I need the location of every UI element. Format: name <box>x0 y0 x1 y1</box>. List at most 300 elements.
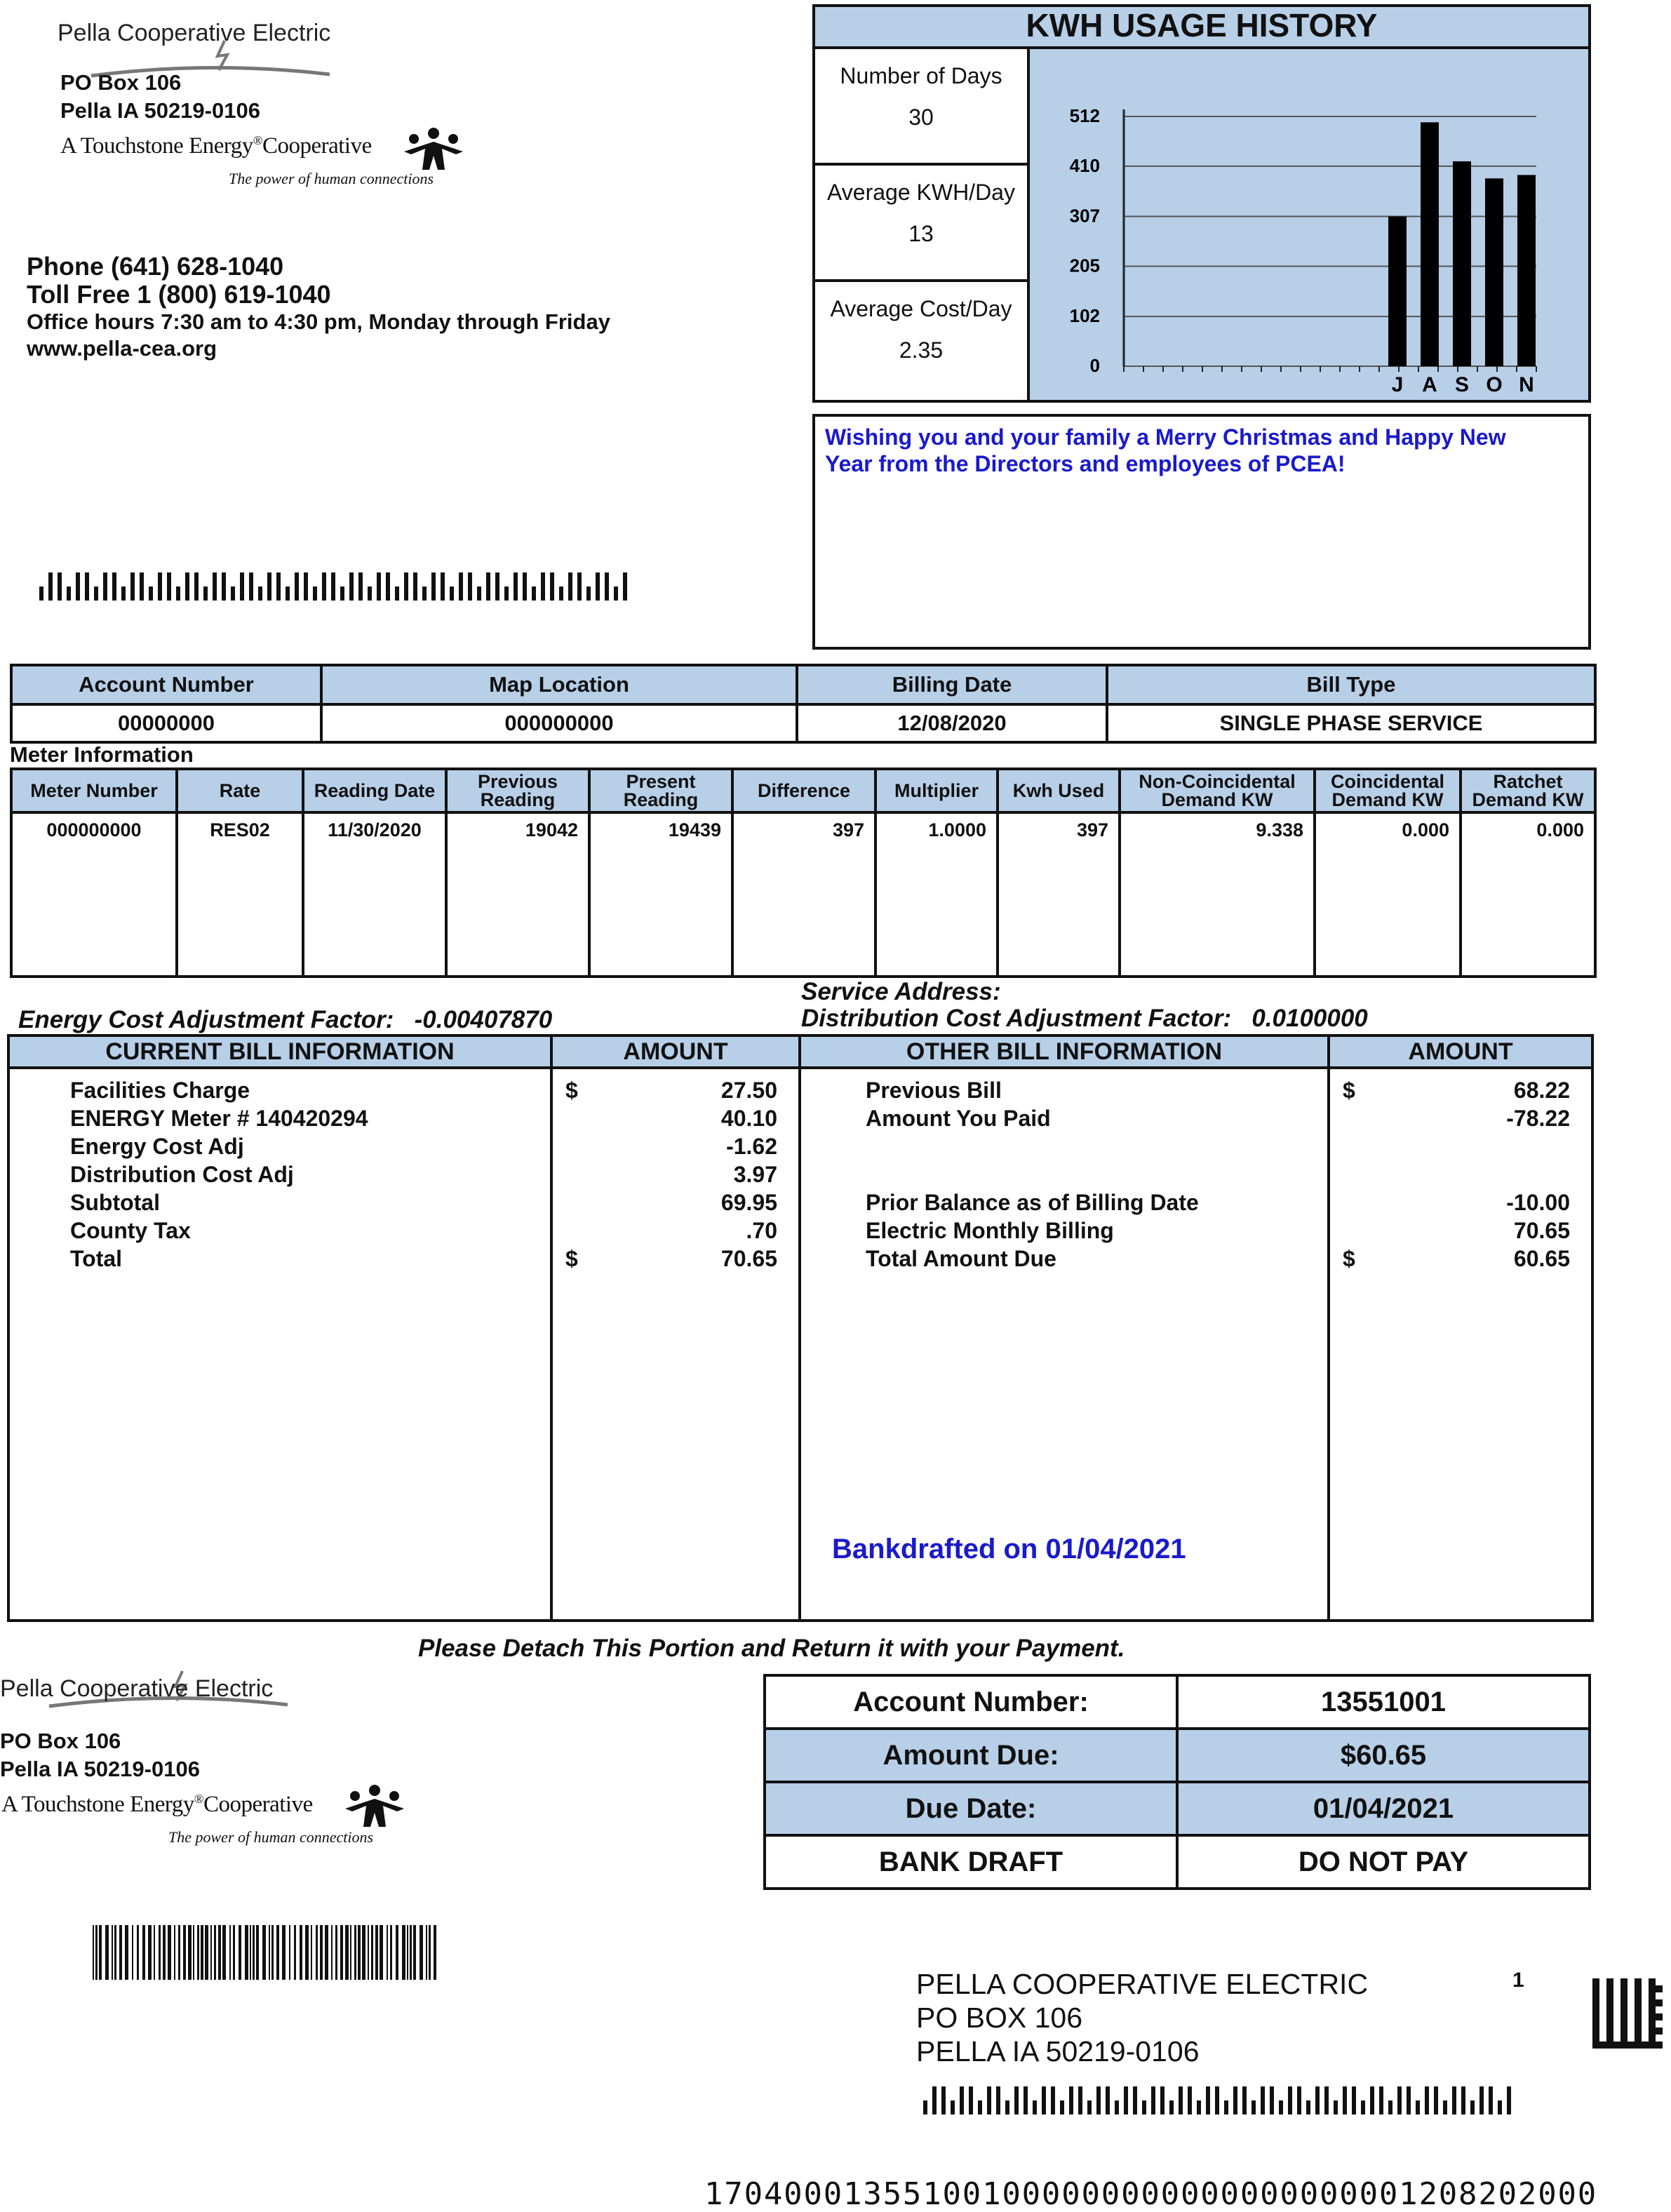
avg-kwh-cell <box>815 166 1030 282</box>
stub-address-line1: PO Box 106 <box>0 1729 121 1753</box>
barcode-bar <box>137 1925 139 1980</box>
datamatrix-cell <box>1656 2027 1663 2035</box>
present-reading-value: 19439 <box>589 812 732 977</box>
usage-bar-a-1 <box>1421 122 1439 366</box>
barcode-bar <box>1124 2086 1128 2114</box>
barcode-bar <box>410 1925 412 1980</box>
touchstone-text: A Touchstone Energy®Cooperative <box>60 133 372 159</box>
barcode-bar <box>93 1925 94 1980</box>
barcode-bar <box>345 1925 349 1980</box>
distribution-cost-factor <box>801 1005 1368 1033</box>
barcode-bar <box>130 572 135 601</box>
barcode-bar <box>1388 2100 1392 2114</box>
datamatrix-cell <box>1620 1992 1628 1999</box>
barcode-bar <box>193 1925 194 1980</box>
barcode-bar <box>194 572 199 601</box>
x-tick-label: O <box>1486 373 1503 396</box>
barcode-bar <box>568 572 572 601</box>
barcode-bar <box>142 1925 145 1980</box>
phone: Phone (641) 628-1040 <box>27 252 284 281</box>
barcode-bar <box>404 572 408 601</box>
barcode-bar <box>95 1925 98 1980</box>
barcode-bar <box>340 586 344 601</box>
datamatrix-cell <box>1649 2006 1656 2013</box>
barcode-bar <box>390 1925 392 1980</box>
barcode-bar <box>1169 2100 1174 2114</box>
current-bill-header: CURRENT BILL INFORMATION <box>8 1035 551 1068</box>
barcode-bar <box>176 586 180 601</box>
barcode-bar <box>305 1925 309 1980</box>
barcode-bar <box>320 1925 323 1980</box>
barcode-bar <box>240 572 244 601</box>
barcode-bar <box>203 586 208 601</box>
datamatrix-cell <box>1628 2042 1635 2049</box>
barcode-bar <box>121 586 126 601</box>
barcode-bar <box>1096 2086 1101 2114</box>
stub-account-value: 13551001 <box>1177 1675 1590 1729</box>
current-bill-item-amount: 70.65 <box>720 1246 777 1271</box>
kwh-used-value: 397 <box>998 812 1120 977</box>
other-bill-item-amount-line <box>1343 1132 1570 1160</box>
barcode-bar <box>258 586 262 601</box>
barcode-bar <box>550 572 554 601</box>
other-bill-header: OTHER BILL INFORMATION <box>800 1035 1329 1068</box>
barcode-bar <box>1425 2086 1429 2114</box>
days-value: 30 <box>908 105 934 130</box>
usage-bar-s-2 <box>1453 161 1471 366</box>
barcode-bar <box>514 572 518 601</box>
barcode-bar <box>358 1925 361 1980</box>
barcode-bar <box>350 1925 351 1980</box>
barcode-bar <box>188 1925 192 1980</box>
datamatrix-cell <box>1635 2006 1642 2013</box>
datamatrix-cell <box>1635 1978 1642 1985</box>
days-cell <box>815 49 1030 166</box>
barcode-bar <box>380 1925 383 1980</box>
website[interactable]: www.pella-cea.org <box>27 336 217 361</box>
barcode-bar <box>386 572 390 601</box>
barcode-bar <box>222 1925 226 1980</box>
datamatrix-cell <box>1592 2035 1599 2042</box>
barcode-bar <box>1197 2100 1201 2114</box>
barcode-bar <box>105 1925 109 1980</box>
barcode-bar <box>149 586 153 601</box>
meter-table <box>10 768 1597 978</box>
barcode-bar <box>1407 2086 1411 2114</box>
current-bill-item-amount: 27.50 <box>720 1078 777 1103</box>
days-label: Number of Days <box>840 63 1002 88</box>
other-bill-item-currency <box>1343 1160 1349 1188</box>
barcode-bar <box>267 572 271 601</box>
barcode-bar <box>282 1925 286 1980</box>
current-bill-item-label: Facilities Charge <box>70 1078 250 1103</box>
barcode-bar <box>1233 2086 1237 2114</box>
barcode-bar <box>163 1925 166 1980</box>
datamatrix-cell <box>1635 1992 1642 1999</box>
barcode-bar <box>923 2100 927 2114</box>
barcode-bar <box>477 586 481 601</box>
other-bill-item-amount-line <box>1343 1104 1570 1132</box>
other-bill-item-currency <box>1343 1132 1349 1160</box>
current-bill-item-label: Energy Cost Adj <box>70 1134 244 1159</box>
datamatrix-cell <box>1592 2027 1599 2035</box>
current-bill-item-amount-line <box>565 1216 777 1245</box>
datamatrix-cell <box>1620 2013 1628 2020</box>
coincidental-value: 0.000 <box>1315 812 1461 977</box>
barcode-bar <box>532 586 536 601</box>
previous-reading-value: 19042 <box>446 812 589 977</box>
barcode-bar <box>1215 2086 1219 2114</box>
barcode-bar <box>1242 2086 1247 2114</box>
barcode-bar <box>407 1925 408 1980</box>
barcode-bar <box>1115 2100 1119 2114</box>
barcode-bar <box>197 1925 199 1980</box>
barcode-bar <box>1379 2086 1383 2114</box>
other-bill-item-currency: $ <box>1343 1246 1355 1271</box>
barcode-bar <box>1087 2100 1092 2114</box>
barcode-bar <box>559 586 563 601</box>
barcode-bar <box>422 586 427 601</box>
current-bill-item-amount: -1.62 <box>726 1134 777 1159</box>
other-bill-item-label <box>866 1132 1327 1160</box>
datamatrix-cell <box>1620 1978 1628 1985</box>
bankdraft-note: Bankdrafted on 01/04/2021 <box>832 1534 1186 1564</box>
barcode-bar <box>1206 2086 1210 2114</box>
barcode-bar <box>250 1925 251 1980</box>
barcode-bar <box>1060 2100 1064 2114</box>
meter-header-meter-number: Meter Number <box>11 769 177 812</box>
barcode-bar <box>1069 2086 1073 2114</box>
barcode-bar <box>1443 2100 1447 2114</box>
barcode-bar <box>256 1925 259 1980</box>
other-bill-item-currency <box>1343 1188 1349 1216</box>
stub-bank-draft-label: BANK DRAFT <box>765 1835 1177 1889</box>
other-bill-item-currency: $ <box>1343 1078 1355 1103</box>
energy-factor-label: Energy Cost Adjustment Factor: <box>18 1006 394 1033</box>
barcode-bar <box>1352 2086 1356 2114</box>
barcode-bar <box>1224 2100 1228 2114</box>
barcode-bar <box>167 572 171 601</box>
meter-number-value: 000000000 <box>11 812 177 977</box>
y-tick-label: 410 <box>1069 154 1100 176</box>
barcode-bar <box>586 586 591 601</box>
datamatrix-cell <box>1635 2020 1642 2027</box>
other-bill-item-amount: -10.00 <box>1506 1190 1570 1215</box>
other-bill-item-amount-line <box>1343 1216 1570 1245</box>
datamatrix-cell <box>1635 1985 1642 1992</box>
multiplier-value: 1.0000 <box>875 812 998 977</box>
barcode-bar <box>1078 2086 1082 2114</box>
barcode-bar <box>140 572 144 601</box>
noncoincidental-value: 9.338 <box>1120 812 1315 977</box>
barcode-bar <box>1324 2086 1329 2114</box>
rate-value: RES02 <box>177 812 303 977</box>
other-bill-item-amount: -78.22 <box>1506 1106 1570 1131</box>
barcode-bar <box>1370 2086 1374 2114</box>
map-location-header: Map Location <box>321 665 797 704</box>
other-bill-item-label: Amount You Paid <box>866 1106 1051 1131</box>
other-bill-item-amount-line <box>1343 1245 1570 1273</box>
office-hours: Office hours 7:30 am to 4:30 pm, Monday through Friday <box>27 309 610 334</box>
usage-bar-j-0 <box>1388 217 1407 366</box>
barcode-bar <box>148 1925 152 1980</box>
other-amount-header: AMOUNT <box>1329 1035 1592 1068</box>
datamatrix-cell <box>1649 2035 1656 2042</box>
barcode-bar <box>1306 2100 1310 2114</box>
barcode-bar <box>154 1925 155 1980</box>
other-bill-item-amount <box>1564 1132 1570 1160</box>
other-bill-item-amount: 60.65 <box>1513 1246 1570 1271</box>
current-bill-item-currency <box>565 1160 572 1188</box>
barcode-bar <box>951 2100 955 2114</box>
datamatrix-cell <box>1649 1978 1656 1985</box>
barcode-bar <box>183 1925 186 1980</box>
company-address-line2: Pella IA 50219-0106 <box>60 98 260 123</box>
datamatrix-cell <box>1606 2006 1613 2013</box>
datamatrix-cell <box>1606 2027 1613 2035</box>
tagline: The power of human connections <box>229 170 434 187</box>
meter-header-coincidental: Coincidental Demand KW <box>1315 769 1461 812</box>
barcode-bar <box>294 1925 296 1980</box>
y-tick-label: 512 <box>1069 105 1100 126</box>
barcode-bar <box>58 572 62 601</box>
usage-history-title: KWH USAGE HISTORY <box>815 7 1588 49</box>
x-tick-label: N <box>1519 373 1534 396</box>
barcode-bar <box>168 1925 171 1980</box>
avg-cost-value: 2.35 <box>899 337 944 363</box>
other-bill-item-label: Previous Bill <box>866 1078 1002 1103</box>
barcode-bar <box>1452 2086 1456 2114</box>
barcode-bar <box>1051 2086 1055 2114</box>
datamatrix-cell <box>1592 2006 1599 2013</box>
barcode-bar <box>605 572 609 601</box>
barcode-bar <box>253 1925 255 1980</box>
barcode-bar <box>249 572 253 601</box>
page-number: 1 <box>1512 1969 1524 1992</box>
barcode-bar <box>495 572 499 601</box>
meter-header-rate: Rate <box>177 769 303 812</box>
current-bill-item-currency <box>565 1104 572 1132</box>
barcode-bar <box>159 1925 161 1980</box>
usage-bar-n-4 <box>1517 175 1536 366</box>
stub-company-header <box>0 1663 491 1873</box>
barcode-bar <box>1461 2086 1465 2114</box>
datamatrix-cell <box>1606 2013 1613 2020</box>
datamatrix-cell <box>1592 2013 1599 2020</box>
barcode-bar <box>1142 2100 1146 2114</box>
barcode-bar <box>112 572 116 601</box>
current-bill-item-amount: .70 <box>746 1218 777 1243</box>
barcode-bar <box>504 586 509 601</box>
barcode-bar <box>239 1925 241 1980</box>
current-bill-item-amount-line <box>565 1104 777 1132</box>
barcode-bar <box>1507 2086 1511 2114</box>
payment-stub-table <box>763 1674 1591 1890</box>
datamatrix-cell <box>1606 2020 1613 2027</box>
message-box <box>812 414 1591 650</box>
datamatrix-cell <box>1635 2042 1642 2049</box>
barcode-bar <box>362 1925 365 1980</box>
current-bill-item-currency: $ <box>565 1246 578 1271</box>
other-bill-item-currency <box>1343 1104 1349 1132</box>
barcode-bar <box>1133 2086 1137 2114</box>
barcode-bar <box>158 572 162 601</box>
barcode-bar <box>218 1925 221 1980</box>
toll-free: Toll Free 1 (800) 619-1040 <box>27 280 331 309</box>
barcode-bar <box>313 586 317 601</box>
barcode-bar <box>1033 2100 1037 2114</box>
barcode-bar <box>335 1925 337 1980</box>
barcode-bar <box>402 1925 405 1980</box>
datamatrix-cell <box>1620 1985 1628 1992</box>
stub-company-name: Pella Cooperative Electric <box>0 1675 274 1702</box>
datamatrix-cell <box>1620 2042 1628 2049</box>
stub-due-date-value: 01/04/2021 <box>1177 1782 1590 1835</box>
x-tick-label: J <box>1391 373 1404 396</box>
linear-barcode <box>93 1925 443 1981</box>
stub-bank-draft-value: DO NOT PAY <box>1177 1835 1590 1889</box>
barcode-bar <box>1334 2100 1338 2114</box>
current-bill-item-currency <box>565 1216 572 1245</box>
current-amount-header: AMOUNT <box>551 1035 800 1068</box>
barcode-bar <box>1106 2086 1110 2114</box>
barcode-bar <box>431 572 436 601</box>
other-bill-amounts <box>1329 1068 1592 1621</box>
datamatrix-cell <box>1649 2027 1656 2035</box>
barcode-bar <box>960 2086 964 2114</box>
datamatrix-cell <box>1620 2020 1628 2027</box>
meter-information-label: Meter Information <box>10 742 194 767</box>
distribution-factor-value: 0.0100000 <box>1251 1005 1368 1032</box>
barcode-bar <box>1188 2086 1192 2114</box>
datamatrix-cell <box>1649 2013 1656 2020</box>
barcode-bar <box>434 1925 436 1980</box>
datamatrix-cell <box>1606 1978 1613 1985</box>
barcode-bar <box>932 2086 937 2114</box>
remit-line3: PELLA IA 50219-0106 <box>916 2035 1200 2067</box>
y-tick-label: 102 <box>1069 305 1100 327</box>
barcode-bar <box>331 1925 333 1980</box>
barcode-bar <box>577 572 582 601</box>
current-bill-item-label: Subtotal <box>70 1190 160 1215</box>
barcode-bar <box>1297 2086 1301 2114</box>
barcode-bar <box>468 572 472 601</box>
reading-date-value: 11/30/2020 <box>303 812 446 977</box>
barcode-bar <box>1470 2100 1475 2114</box>
datamatrix-cell <box>1592 1978 1599 1985</box>
barcode-bar <box>201 1925 203 1980</box>
barcode-bar <box>1343 2086 1347 2114</box>
remit-line1: PELLA COOPERATIVE ELECTRIC <box>916 1968 1369 2000</box>
other-bill-item-amount: 68.22 <box>1513 1078 1570 1103</box>
current-bill-item-label: Total <box>70 1246 123 1271</box>
datamatrix-cell <box>1635 2035 1642 2042</box>
barcode-bar <box>262 1925 266 1980</box>
current-bill-item-amount: 69.95 <box>720 1190 777 1215</box>
barcode-bar <box>426 1925 427 1980</box>
barcode-bar <box>1014 2086 1019 2114</box>
datamatrix-cell <box>1606 1985 1613 1992</box>
barcode-bar <box>295 572 299 601</box>
barcode-bar <box>596 572 600 601</box>
barcode-bar <box>300 1925 302 1980</box>
energy-factor-value: -0.00407870 <box>414 1006 553 1033</box>
meter-header-noncoincidental: Non-Coincidental Demand KW <box>1120 769 1315 812</box>
barcode-bar <box>39 586 43 601</box>
barcode-bar <box>1489 2086 1493 2114</box>
other-bill-item-label <box>866 1160 1327 1188</box>
datamatrix-cell <box>1635 1999 1642 2006</box>
remit-line2: PO BOX 106 <box>916 2002 1083 2034</box>
datamatrix-cell <box>1592 1999 1599 2006</box>
service-address-label: Service Address: <box>801 978 1001 1005</box>
stub-address-line2: Pella IA 50219-0106 <box>0 1757 200 1781</box>
barcode-bar <box>331 572 335 601</box>
barcode-bar <box>1315 2086 1320 2114</box>
billing-date-value: 12/08/2020 <box>797 704 1107 742</box>
barcode-bar <box>1397 2086 1402 2114</box>
datamatrix-cell <box>1656 1999 1663 2006</box>
barcode-bar <box>987 2086 991 2114</box>
account-number-value: 00000000 <box>11 704 321 742</box>
barcode-bar <box>377 572 381 601</box>
barcode-bar <box>1005 2100 1009 2114</box>
stub-account-label: Account Number: <box>765 1675 1177 1729</box>
barcode-bar <box>1434 2086 1438 2114</box>
barcode-bar <box>322 572 326 601</box>
barcode-bar <box>222 572 226 601</box>
barcode-bar <box>623 572 627 601</box>
datamatrix-cell <box>1656 2013 1663 2020</box>
barcode-bar <box>119 1925 122 1980</box>
barcode-bar <box>316 1925 318 1980</box>
difference-value: 397 <box>732 812 875 977</box>
barcode-bar <box>486 572 490 601</box>
barcode-bar <box>375 1925 378 1980</box>
current-bill-item-amount-line <box>565 1245 777 1273</box>
barcode-bar <box>245 1925 248 1980</box>
billing-date-header: Billing Date <box>797 665 1107 704</box>
barcode-bar <box>368 1925 369 1980</box>
avg-cost-label: Average Cost/Day <box>830 296 1012 321</box>
barcode-bar <box>269 1925 270 1980</box>
datamatrix-cell <box>1642 2042 1649 2049</box>
datamatrix-cell <box>1649 1992 1656 1999</box>
remit-postal-barcode <box>923 2084 1519 2119</box>
barcode-bar <box>387 1925 388 1980</box>
barcode-bar <box>441 572 445 601</box>
meter-header-reading-date: Reading Date <box>303 769 446 812</box>
barcode-bar <box>304 572 308 601</box>
barcode-bar <box>395 586 399 601</box>
barcode-bar <box>1479 2086 1484 2114</box>
datamatrix-cell <box>1620 1999 1628 2006</box>
current-bill-amounts <box>551 1068 800 1621</box>
barcode-bar <box>205 1925 208 1980</box>
bill-info-table <box>7 1034 1594 1622</box>
datamatrix-cell <box>1620 2027 1628 2035</box>
distribution-factor-label: Distribution Cost Adjustment Factor: <box>801 1005 1232 1032</box>
current-bill-item-amount-line <box>565 1132 777 1160</box>
barcode-bar <box>371 1925 373 1980</box>
barcode-bar <box>132 1925 133 1980</box>
barcode-bar <box>213 572 217 601</box>
bill-type-value: SINGLE PHASE SERVICE <box>1107 704 1595 742</box>
datamatrix-cell <box>1592 1985 1599 1992</box>
datamatrix-cell <box>1592 2020 1599 2027</box>
y-tick-label: 307 <box>1069 205 1100 227</box>
datamatrix-cell <box>1599 2042 1606 2049</box>
